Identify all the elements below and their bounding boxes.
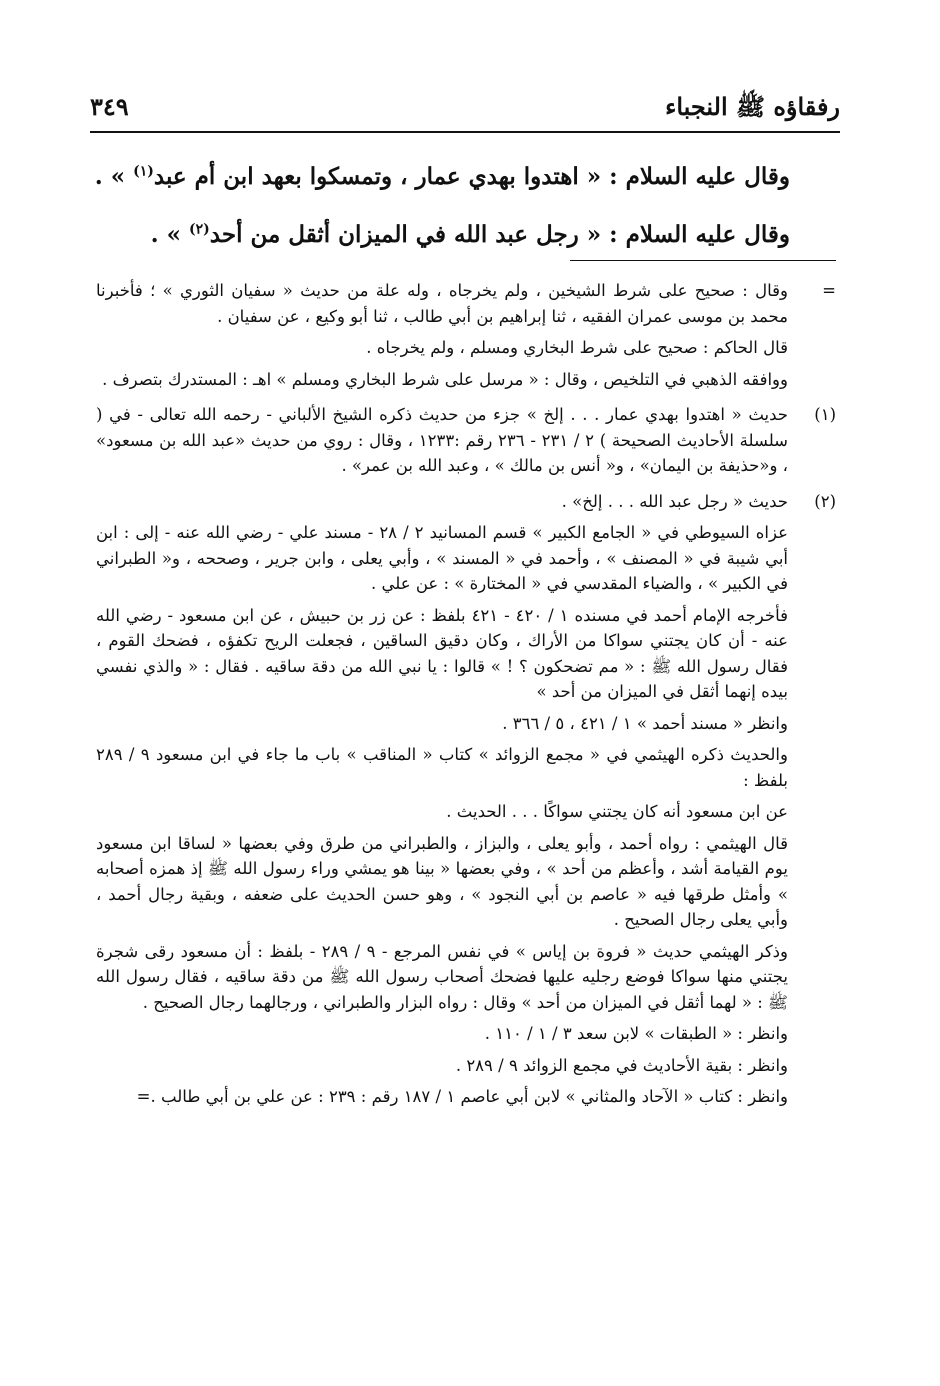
footnotes	[96, 278, 836, 1120]
footnote-paragraph: فأخرجه الإمام أحمد في مسنده ١ / ٤٢٠ - ٤٢١ بلفظ : عن زر بن حبيش ، عن ابن مسعود - رضي الله عنه - أن كان يجتني سواكا من الأراك ، وكان دقيق الساقين ، فجعلت الريح تكفؤه ، فضحك القوم ، فقال رسول الله ﷺ : « مم تضحكون ؟ ! » قالوا : يا نبي الله من دقة ساقيه . فقال : « والذي نفسي بيده إنهما أثقل في الميزان من أحد »	[96, 605, 788, 701]
footnote-paragraph: حديث « اهتدوا بهدي عمار . . . إلخ » جزء من حديث ذكره الشيخ الألباني - رحمه الله تعالى - في ( سلسلة الأحاديث الصحيحة ) ٢ / ٢٣١ - ٢٣٦ رقم :١٢٣٣ ، وقال : روي من حديث «عبد الله بن مسعود» ، و«حذيفة بن اليمان» ، و« أنس بن مالك » ، وعبد الله بن عمر» .	[96, 405, 788, 475]
footnote-paragraph: حديث « رجل عبد الله . . . إلخ» .	[561, 491, 788, 511]
footnote-paragraph: قال الهيثمي : رواه أحمد ، وأبو يعلى ، والبزاز ، والطبراني من طرق وفي بعضها « لساقا ابن مسعود يوم القيامة أشد ، وأعظم من أحد » ، وفي بعضها « بينا هو يمشي وراء رسول الله ﷺ إذ همزه أصحابه » وأمثل طرقها فيه « عاصم بن أبي النجود » ، وهو حسن الحديث على ضعفه ، وبقية رجال أحمد ، وأبي يعلى رجال الصحيح .	[96, 833, 788, 929]
header-rule	[90, 131, 840, 133]
footnote-continuation	[96, 278, 836, 398]
running-title: رفقاؤه ﷺ النجباء	[665, 92, 840, 121]
footnote-paragraph: قال الحاكم : صحيح على شرط البخاري ومسلم ، ولم يخرجاه .	[366, 338, 788, 357]
footnote-paragraph: وانظر : « الطبقات » لابن سعد ٣ / ١ / ١١٠ .	[484, 1024, 788, 1043]
footnote-paragraph: وذكر الهيثمي حديث « فروة بن إياس » في نفس المرجع - ٩ / ٢٨٩ - بلفظ : أن مسعود رقى شجرة يجتني منها سواكا فوضع رجليه عليها فضحك أصحاب رسول الله ﷺ من دقة ساقيه ، فقال رسول الله ﷺ : « لهما أثقل في الميزان من أحد » وقال : رواه البزار والطبراني ، ورجالهما رجال الصحيح .	[96, 941, 788, 1012]
main-line: وقال عليه السلام : « اهتدوا بهدي عمار ، وتمسكوا بعهد ابن أم عبد$^{(١)}$ » .	[94, 163, 790, 190]
footnote-marker: =	[822, 281, 836, 300]
footnote-body	[96, 278, 788, 398]
footnote-marker: (٢)	[814, 491, 836, 511]
footnote-paragraph: وانظر : كتاب « الآحاد والمثاني » لابن أبي عاصم ١ / ١٨٧ رقم : ٢٣٩ : عن علي بن أبي طالب .=	[136, 1087, 788, 1106]
footnote-paragraph: عن ابن مسعود أنه كان يجتني سواكًا . . . الحديث .	[446, 802, 788, 821]
footnote-paragraph: عزاه السيوطي في « الجامع الكبير » قسم المسانيد ٢ / ٢٨ - مسند علي - رضي الله عنه - إلى : ابن أبي شيبة في « المصنف » ، وأحمد في « المسند » ، وأبي يعلى ، وابن جرير ، وصححه ، و« الطبراني في الكبير » ، والضياء المقدسي في « المختارة » : عن علي .	[96, 523, 788, 593]
footnote-2	[96, 489, 836, 1116]
footnote-body	[96, 402, 788, 485]
footnote-body	[96, 489, 788, 1116]
main-line: وقال عليه السلام : « رجل عبد الله في الميزان أثقل من أحد$^{(٢)}$ » .	[150, 221, 790, 248]
footnote-ref: (١)	[133, 163, 154, 180]
page-header	[90, 88, 840, 128]
main-text	[90, 148, 790, 264]
footnote-paragraph: وانظر « مسند أحمد » ١ / ٤٢١ ، ٥ / ٣٦٦ .	[502, 713, 788, 733]
footnote-paragraph: ووافقه الذهبي في التلخيص ، وقال : « مرسل على شرط البخاري ومسلم » اهـ : المستدرك بتصرف .	[102, 369, 788, 389]
footnote-1	[96, 402, 836, 485]
footnote-paragraph: والحديث ذكره الهيثمي في « مجمع الزوائد » كتاب « المناقب » باب ما جاء في ابن مسعود ٩ / ٢٨٩ بلفظ :	[96, 745, 788, 790]
footnote-paragraph: وانظر : بقية الأحاديث في مجمع الزوائد ٩ / ٢٨٩ .	[455, 1055, 788, 1075]
footnote-paragraph: وقال : صحيح على شرط الشيخين ، ولم يخرجاه ، وله علة من حديث « سفيان الثوري » ؛ فأخبرنا محمد بن موسى عمران الفقيه ، ثنا إبراهيم بن أبي طالب ، ثنا أبو وكيع ، عن سفيان .	[96, 281, 788, 326]
footnote-marker: (١)	[814, 405, 836, 424]
page-number: ٣٤٩	[90, 92, 129, 121]
footnote-separator	[570, 260, 836, 261]
footnote-ref: (٢)	[189, 221, 210, 238]
